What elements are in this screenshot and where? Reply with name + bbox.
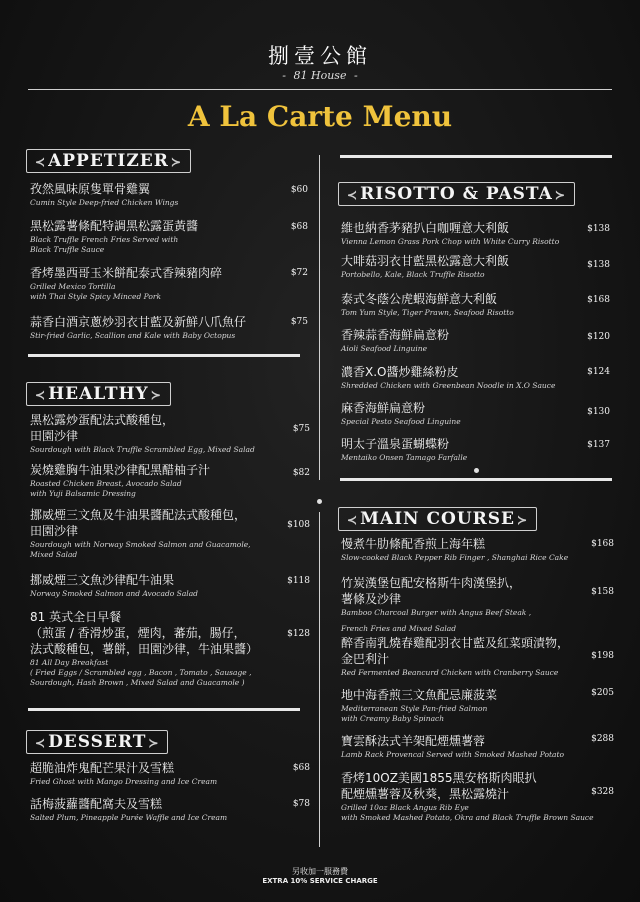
main-top-rule xyxy=(340,478,612,481)
item-name-zh-line2: 薯條及沙律 xyxy=(341,592,402,606)
item-name-zh: 泰式冬蔭公虎蝦海鮮意大利飯 xyxy=(341,292,498,306)
item-name-en: Red Fermented Beancurd Chicken with Cranberry Sauce xyxy=(341,668,559,677)
menu-item xyxy=(341,576,531,634)
item-name-en-line2: with Smoked Mashed Potato, Okra and Black Truffle Brown Sauce xyxy=(341,813,594,822)
item-name-en: Fried Ghost with Mango Dressing and Ice Cream xyxy=(30,777,218,786)
risotto-end-dot xyxy=(474,468,479,473)
menu-item xyxy=(341,254,509,280)
center-dot-1 xyxy=(317,499,322,504)
item-name-en-line2: ( Fried Eggs / Scrambled egg , Bacon , Tomato , Sausage , xyxy=(30,668,252,677)
item-name-zh: 濃香X.O醬炒雞絲粉皮 xyxy=(341,365,459,379)
item-name-zh-line3: 法式酸種包，薯餅，田園沙律，牛油果醬） xyxy=(30,642,259,656)
menu-item xyxy=(341,688,497,724)
restaurant-subtitle-text: 81 House xyxy=(293,69,347,82)
menu-title: A La Carte Menu xyxy=(187,100,453,133)
menu-item xyxy=(341,734,564,760)
center-divider-bottom xyxy=(319,512,320,847)
item-price: $75 xyxy=(290,317,308,327)
menu-item xyxy=(30,413,255,455)
item-name-en: Grilled Mexico Tortilla xyxy=(30,282,116,291)
item-name-en: Special Pesto Seafood Linguine xyxy=(341,417,461,426)
item-name-en: Tom Yum Style, Tiger Prawn, Seafood Risotto xyxy=(341,308,514,317)
item-name-zh-line2: 金巴利汁 xyxy=(341,652,390,666)
item-name-en-line2: with Creamy Baby Spinach xyxy=(341,714,445,723)
item-name-zh: 麻香海鮮扁意粉 xyxy=(341,401,426,415)
item-name-zh: 黑松露炒蛋配法式酸種包， xyxy=(30,413,175,427)
dessert-heading: ≺ DESSERT ≻ xyxy=(26,730,168,754)
main-heading: ≺ MAIN COURSE ≻ xyxy=(338,507,537,531)
item-name-en: Aioli Seafood Linguine xyxy=(341,344,428,353)
item-name-zh: 81 英式全日早餐 xyxy=(30,610,122,624)
header-divider xyxy=(28,89,612,90)
menu-item xyxy=(341,437,467,463)
item-price: $138 xyxy=(587,260,610,270)
item-price: $198 xyxy=(591,651,614,661)
item-price: $128 xyxy=(287,629,310,639)
menu-item xyxy=(341,636,569,678)
menu-item xyxy=(341,401,461,427)
item-price: $82 xyxy=(292,468,310,478)
item-name-zh: 挪威煙三文魚沙律配牛油果 xyxy=(30,573,175,587)
menu-item xyxy=(341,537,568,563)
item-name-zh: 香辣蒜香海鮮扁意粉 xyxy=(341,328,450,342)
menu-item xyxy=(30,219,198,255)
item-name-en: Slow-cooked Black Pepper Rib Finger , Shanghai Rice Cake xyxy=(341,553,569,562)
footer-service-charge-zh: 另收加一服務費 xyxy=(292,867,348,876)
item-name-zh: 超脆油炸鬼配芒果汁及雪糕 xyxy=(30,761,175,775)
menu-item xyxy=(30,463,210,499)
item-name-zh: 炭燒雞胸牛油果沙律配黑醋柚子汁 xyxy=(30,463,211,477)
item-name-en: Shredded Chicken with Greenbean Noodle in X.O Sauce xyxy=(341,381,556,390)
item-name-en: Lamb Rack Provencal Served with Smoked Mashed Potato xyxy=(341,750,565,759)
risotto-heading: ≺ RISOTTO & PASTA ≻ xyxy=(338,182,575,206)
menu-item xyxy=(341,365,555,391)
item-name-zh: 竹炭漢堡包配安格斯牛肉漢堡扒， xyxy=(341,576,522,590)
item-price: $288 xyxy=(591,734,614,744)
appetizer-bottom-rule xyxy=(28,354,300,357)
restaurant-subtitle: - 81 House - xyxy=(282,69,358,82)
item-name-en: Roasted Chicken Breast, Avocado Salad xyxy=(30,479,182,488)
item-name-zh: 地中海香煎三文魚配忌廉菠菜 xyxy=(341,688,498,702)
center-divider-top xyxy=(319,155,320,480)
item-name-zh-line2: 田園沙律 xyxy=(30,429,79,443)
restaurant-name: 捌壹公館 xyxy=(268,44,372,68)
item-name-zh-line2: （煎蛋 / 香滑炒蛋，煙肉，蕃茄，腸仔， xyxy=(30,626,246,640)
item-name-zh: 話梅菠蘿醬配窩夫及雪糕 xyxy=(30,797,163,811)
item-name-en: Black Truffle French Fries Served with xyxy=(30,235,179,244)
item-name-en: Bamboo Charcoal Burger with Angus Beef Steak , xyxy=(341,608,532,617)
item-name-en: Sourdough with Norway Smoked Salmon and Guacamole, xyxy=(30,540,251,549)
item-name-zh: 維也納香茅豬扒白咖喱意大利飯 xyxy=(341,221,510,235)
item-name-en: Norway Smoked Salmon and Avocado Salad xyxy=(30,589,198,598)
item-price: $108 xyxy=(287,520,310,530)
item-name-zh: 挪威煙三文魚及牛油果醬配法式酸種包， xyxy=(30,508,247,522)
healthy-bottom-rule xyxy=(28,708,300,711)
menu-item xyxy=(30,182,178,208)
menu-item xyxy=(341,328,449,354)
menu-item xyxy=(30,761,217,787)
item-price: $158 xyxy=(591,587,614,597)
item-name-en: Vienna Lemon Grass Pork Chop with White Curry Risotto xyxy=(341,237,560,246)
item-name-en: Mentaiko Onsen Tamago Farfalle xyxy=(341,453,468,462)
item-name-en: Salted Plum, Pineapple Purée Waffle and Ice Cream xyxy=(30,813,228,822)
item-name-zh: 慢煮牛肋條配香煎上海年糕 xyxy=(341,537,486,551)
item-name-zh: 孜然風味原隻單骨雞翼 xyxy=(30,182,151,196)
item-name-en-line2: Black Truffle Sauce xyxy=(30,245,105,254)
menu-item-breakfast xyxy=(30,610,258,688)
item-name-zh: 寶雲酥法式羊架配煙燻薯蓉 xyxy=(341,734,486,748)
item-price: $168 xyxy=(591,539,614,549)
item-name-en: Sourdough with Black Truffle Scrambled Egg, Mixed Salad xyxy=(30,445,255,454)
item-name-zh: 香烤墨西哥玉米餅配泰式香辣豬肉碎 xyxy=(30,266,223,280)
item-name-en-line2: French Fries and Mixed Salad xyxy=(341,624,457,633)
item-name-en-line2: Mixed Salad xyxy=(30,550,78,559)
menu-item xyxy=(341,771,594,823)
item-name-en: Portobello, Kale, Black Truffle Risotto xyxy=(341,270,485,279)
item-price: $68 xyxy=(290,222,308,232)
item-name-zh: 蒜香白酒京蔥炒羽衣甘藍及新鮮八爪魚仔 xyxy=(30,315,247,329)
item-price: $60 xyxy=(290,185,308,195)
footer-service-charge-en: EXTRA 10% SERVICE CHARGE xyxy=(262,877,378,885)
item-price: $168 xyxy=(587,295,610,305)
item-name-en: 81 All Day Breakfast xyxy=(30,658,109,667)
item-price: $75 xyxy=(292,424,310,434)
item-name-en: Grilled 10oz Black Angus Rib Eye xyxy=(341,803,469,812)
menu-item xyxy=(341,221,559,247)
item-price: $328 xyxy=(591,787,614,797)
menu-item xyxy=(30,266,222,302)
item-price: $68 xyxy=(292,763,310,773)
item-name-zh-line2: 田園沙律 xyxy=(30,524,79,538)
item-price: $138 xyxy=(587,224,610,234)
item-name-en: Mediterranean Style Pan-fried Salmon xyxy=(341,704,488,713)
item-name-zh: 大啡菇羽衣甘藍黑松露意大利飯 xyxy=(341,254,510,268)
menu-item xyxy=(30,508,251,560)
item-name-zh: 醉香南乳燒春雞配羽衣甘藍及紅菜頭漬物， xyxy=(341,636,570,650)
menu-item xyxy=(30,573,198,599)
item-name-zh-line2: 配煙燻薯蓉及秋葵，黑松露燒汁 xyxy=(341,787,510,801)
menu-item xyxy=(341,292,514,318)
item-name-zh: 香烤10OZ美國1855黑安格斯肉眼扒 xyxy=(341,771,537,785)
menu-item xyxy=(30,797,227,823)
item-name-en: Cumin Style Deep-fried Chicken Wings xyxy=(30,198,179,207)
item-price: $118 xyxy=(287,576,310,586)
healthy-heading: ≺ HEALTHY ≻ xyxy=(26,382,171,406)
item-name-en-line2: with Yuji Balsamic Dressing xyxy=(30,489,136,498)
risotto-top-rule xyxy=(340,155,612,158)
item-name-en: Stir-fried Garlic, Scallion and Kale with Baby Octopus xyxy=(30,331,236,340)
item-name-en-line2: with Thai Style Spicy Minced Pork xyxy=(30,292,162,301)
item-name-en-line3: Sourdough, Hash Brown , Mixed Salad and Guacamole ) xyxy=(30,678,245,687)
item-name-zh: 黑松露薯條配特調黑松露蛋黃醬 xyxy=(30,219,199,233)
menu-item xyxy=(30,315,246,341)
item-price: $124 xyxy=(587,367,610,377)
appetizer-heading: ≺ APPETIZER ≻ xyxy=(26,149,191,173)
item-price: $78 xyxy=(292,799,310,809)
item-price: $205 xyxy=(591,688,614,698)
item-price: $137 xyxy=(587,440,610,450)
item-price: $130 xyxy=(587,407,610,417)
item-price: $120 xyxy=(587,332,610,342)
item-price: $72 xyxy=(290,268,308,278)
item-name-zh: 明太子溫泉蛋蝴蝶粉 xyxy=(341,437,450,451)
